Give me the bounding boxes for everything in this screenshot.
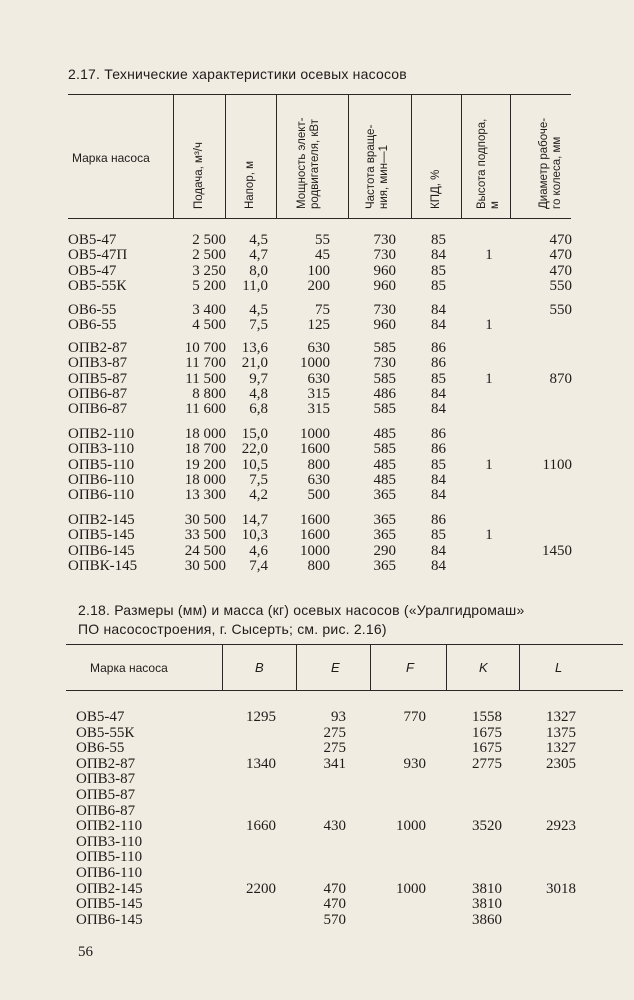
cell-K: 2775 — [472, 755, 502, 772]
row-head: 7,5 — [249, 317, 268, 334]
row-pump-mark: ОПВ6-145 — [76, 911, 143, 928]
cell-E: 570 — [323, 911, 346, 928]
row-efficiency: 84 — [431, 557, 446, 574]
header-power-line2: родвигателя, кВт — [309, 119, 321, 209]
row-flow: 11 500 — [185, 370, 226, 387]
row-flow: 11 700 — [185, 355, 226, 372]
row-flow: 13 300 — [184, 487, 226, 504]
row-head: 7,4 — [249, 557, 268, 574]
header-speed-line1: Частота враще- — [365, 124, 377, 209]
header-pump-mark: Марка насоса — [72, 151, 150, 165]
row-pump-mark: ОПВ6-110 — [68, 471, 135, 488]
table-1-col-divider — [461, 95, 462, 218]
table-1-col-divider — [348, 95, 349, 218]
row-head: 13,6 — [241, 340, 268, 356]
row-pump-mark: ОВ5-47 — [76, 709, 125, 725]
header-impeller-diameter — [538, 118, 564, 209]
row-efficiency: 84 — [431, 471, 446, 488]
row-flow: 2 500 — [192, 232, 226, 248]
row-pump-mark: ОПВ2-110 — [76, 818, 143, 835]
row-efficiency: 85 — [431, 527, 446, 544]
row-flow: 10 700 — [184, 340, 226, 356]
row-pump-mark: ОПВ6-87 — [76, 802, 136, 819]
cell-L: 2923 — [546, 818, 576, 835]
cell-K: 3520 — [472, 818, 502, 835]
row-pump-mark: ОПВК-145 — [68, 557, 138, 574]
table-1-col-divider — [173, 95, 174, 218]
row-pump-mark: ОПВ5-110 — [68, 456, 135, 473]
row-efficiency: 84 — [431, 385, 446, 402]
row-head: 6,8 — [249, 401, 268, 418]
row-speed: 585 — [373, 401, 396, 418]
row-power: 630 — [307, 370, 330, 387]
table-2-col-divider — [519, 645, 520, 690]
table-2-col-divider — [222, 645, 223, 690]
row-pump-mark: ОПВ3-87 — [68, 355, 128, 372]
row-head: 22,0 — [241, 441, 268, 458]
row-head: 4,5 — [249, 302, 268, 318]
header-diameter-line1: Диаметр рабоче- — [538, 117, 550, 209]
row-head: 10,3 — [241, 527, 268, 544]
row-pump-mark: ОПВ2-145 — [76, 880, 143, 897]
t2-header-K: K — [479, 660, 488, 675]
row-head: 8,0 — [249, 262, 268, 279]
row-efficiency: 85 — [431, 232, 446, 248]
cell-K: 1558 — [472, 709, 502, 725]
table-2-col-divider — [370, 645, 371, 690]
row-pump-mark: ОПВ5-87 — [76, 787, 136, 803]
row-impeller-diameter: 470 — [549, 262, 572, 279]
row-power: 800 — [307, 557, 330, 574]
row-power: 1600 — [300, 512, 330, 528]
row-impeller-diameter: 470 — [549, 232, 572, 248]
cell-K: 3810 — [472, 880, 502, 897]
row-head: 4,6 — [249, 542, 268, 559]
row-flow: 24 500 — [184, 542, 226, 559]
row-power: 55 — [315, 232, 330, 248]
row-power: 75 — [315, 302, 330, 318]
t2-header-E: E — [331, 660, 340, 675]
row-efficiency: 86 — [431, 355, 446, 372]
row-head: 15,0 — [241, 426, 268, 442]
row-pump-mark: ОПВ2-87 — [76, 755, 136, 772]
t2-header-L: L — [555, 660, 563, 675]
table-1-col-divider — [411, 95, 412, 218]
row-power: 1000 — [300, 355, 330, 372]
row-flow: 18 000 — [184, 426, 226, 442]
row-pump-mark: ОПВ2-87 — [68, 340, 128, 356]
row-pump-mark: ОПВ5-87 — [68, 370, 128, 387]
row-flow: 18 700 — [184, 441, 226, 458]
row-lift-height: 1 — [485, 317, 493, 334]
row-pump-mark: ОПВ2-110 — [68, 426, 135, 442]
table-2-header-rule — [66, 690, 623, 691]
row-efficiency: 84 — [431, 401, 446, 418]
row-head: 7,5 — [249, 471, 268, 488]
header-speed — [365, 125, 391, 209]
table-2-col-divider — [446, 645, 447, 690]
row-flow: 30 500 — [184, 512, 226, 528]
t2-header-B: B — [255, 660, 264, 675]
cell-E: 470 — [323, 896, 346, 913]
row-speed: 365 — [373, 557, 396, 574]
row-power: 315 — [307, 385, 330, 402]
cell-L: 1327 — [546, 709, 576, 725]
cell-L: 1375 — [546, 724, 576, 741]
row-speed: 730 — [373, 355, 396, 372]
header-power-line1: Мощность элект- — [296, 117, 308, 209]
row-flow: 4 500 — [192, 317, 226, 334]
row-pump-mark: ОВ6-55 — [68, 317, 117, 334]
row-speed: 960 — [373, 317, 396, 334]
table-1-col-divider — [276, 95, 277, 218]
row-head: 21,0 — [241, 355, 268, 372]
cell-E: 470 — [323, 880, 346, 897]
row-power: 800 — [307, 456, 330, 473]
cell-B: 1340 — [246, 755, 276, 772]
row-efficiency: 86 — [431, 426, 446, 442]
page-number: 56 — [78, 944, 93, 960]
row-power: 1000 — [300, 426, 330, 442]
row-speed: 365 — [373, 487, 396, 504]
row-pump-mark: ОПВ6-87 — [68, 401, 128, 418]
row-speed: 365 — [373, 527, 396, 544]
row-power: 100 — [307, 262, 330, 279]
t2-header-F: F — [406, 660, 414, 675]
cell-E: 93 — [331, 709, 346, 725]
table-1-col-divider — [225, 95, 226, 218]
row-power: 125 — [307, 317, 330, 334]
row-speed: 730 — [373, 247, 396, 264]
row-efficiency: 86 — [431, 340, 446, 356]
header-lift-line2: м — [489, 201, 501, 209]
cell-F: 1000 — [396, 818, 426, 835]
row-power: 315 — [307, 401, 330, 418]
cell-B: 1295 — [246, 709, 276, 725]
cell-B: 1660 — [246, 818, 276, 835]
table-1-top-rule — [68, 94, 571, 95]
row-efficiency: 86 — [431, 441, 446, 458]
row-flow: 3 250 — [192, 262, 226, 279]
row-pump-mark: ОПВ6-110 — [76, 865, 143, 881]
cell-L: 3018 — [546, 880, 576, 897]
row-speed: 290 — [373, 542, 396, 559]
cell-K: 1675 — [472, 740, 502, 757]
cell-E: 275 — [323, 740, 346, 757]
row-speed: 730 — [373, 232, 396, 248]
row-pump-mark: ОВ5-47 — [68, 232, 117, 248]
table-2-top-rule — [66, 644, 623, 645]
row-speed: 585 — [373, 441, 396, 458]
row-speed: 486 — [373, 385, 396, 402]
header-lift-line1: Высота подпора, — [476, 118, 488, 209]
row-speed: 730 — [373, 302, 396, 318]
row-efficiency: 85 — [431, 456, 446, 473]
header-speed-line2: ния, мин—1 — [378, 145, 390, 209]
row-head: 11,0 — [242, 277, 268, 294]
row-impeller-diameter: 1100 — [542, 456, 572, 473]
row-head: 4,8 — [249, 385, 268, 402]
row-head: 4,5 — [249, 232, 268, 248]
row-speed: 585 — [373, 340, 396, 356]
row-efficiency: 84 — [431, 542, 446, 559]
row-impeller-diameter: 870 — [549, 370, 572, 387]
row-pump-mark: ОВ5-47 — [68, 262, 117, 279]
row-pump-mark: ОПВ3-87 — [76, 771, 136, 788]
row-flow: 19 200 — [184, 456, 226, 473]
cell-L: 1327 — [546, 740, 576, 757]
table-2-col-divider — [296, 645, 297, 690]
row-pump-mark: ОВ5-55К — [76, 724, 135, 741]
cell-F: 770 — [403, 709, 426, 725]
row-speed: 485 — [373, 471, 396, 488]
row-flow: 33 500 — [184, 527, 226, 544]
row-speed: 485 — [373, 456, 396, 473]
row-flow: 30 500 — [184, 557, 226, 574]
cell-B: 2200 — [246, 880, 276, 897]
row-efficiency: 84 — [431, 302, 446, 318]
row-efficiency: 84 — [431, 247, 446, 264]
row-impeller-diameter: 550 — [549, 277, 572, 294]
cell-K: 1675 — [472, 724, 502, 741]
row-pump-mark: ОПВ5-110 — [76, 849, 143, 866]
row-speed: 585 — [373, 370, 396, 387]
row-efficiency: 84 — [431, 317, 446, 334]
cell-E: 341 — [323, 755, 346, 772]
row-pump-mark: ОВ5-47П — [68, 247, 128, 264]
row-pump-mark: ОПВ6-145 — [68, 542, 135, 559]
cell-E: 430 — [323, 818, 346, 835]
row-power: 500 — [307, 487, 330, 504]
row-power: 1600 — [300, 527, 330, 544]
row-speed: 960 — [373, 277, 396, 294]
table-2-18-title — [78, 601, 524, 639]
row-speed: 365 — [373, 512, 396, 528]
cell-E: 275 — [323, 724, 346, 741]
row-power: 200 — [307, 277, 330, 294]
row-efficiency: 85 — [431, 262, 446, 279]
cell-K: 3810 — [472, 896, 502, 913]
row-efficiency: 84 — [431, 487, 446, 504]
row-pump-mark: ОВ5-55К — [68, 277, 127, 294]
row-pump-mark: ОПВ6-87 — [68, 385, 128, 402]
row-power: 630 — [307, 471, 330, 488]
row-power: 1000 — [300, 542, 330, 559]
row-pump-mark: ОВ6-55 — [68, 302, 117, 318]
row-power: 630 — [307, 340, 330, 356]
row-lift-height: 1 — [485, 456, 493, 473]
table-1-col-divider — [510, 95, 511, 218]
row-lift-height: 1 — [485, 527, 493, 544]
row-flow: 18 000 — [184, 471, 226, 488]
row-power: 45 — [315, 247, 330, 264]
row-power: 1600 — [300, 441, 330, 458]
row-speed: 960 — [373, 262, 396, 279]
header-flow: Подача, м³/ч — [193, 142, 205, 209]
header-diameter-line2: го колеса, мм — [551, 136, 563, 209]
cell-F: 1000 — [396, 880, 426, 897]
header-lift — [476, 119, 502, 209]
row-flow: 8 800 — [192, 385, 226, 402]
row-pump-mark: ОПВ6-110 — [68, 487, 135, 504]
row-flow: 5 200 — [192, 277, 226, 294]
row-pump-mark: ОПВ5-145 — [76, 896, 143, 913]
table-2-17-title: 2.17. Технические характеристики осевых насосов — [68, 66, 407, 82]
header-power — [296, 118, 322, 210]
table-2-18-title-line1: 2.18. Размеры (мм) и масса (кг) осевых насосов («Уралгидромаш» — [78, 602, 525, 618]
t2-header-pump-mark: Марка насоса — [90, 661, 168, 675]
row-lift-height: 1 — [485, 370, 493, 387]
row-speed: 485 — [373, 426, 396, 442]
row-head: 10,5 — [241, 456, 268, 473]
row-flow: 2 500 — [192, 247, 226, 264]
cell-K: 3860 — [472, 911, 502, 928]
row-head: 14,7 — [241, 512, 268, 528]
row-head: 9,7 — [249, 370, 268, 387]
row-head: 4,2 — [249, 487, 268, 504]
row-flow: 3 400 — [192, 302, 226, 318]
cell-L: 2305 — [546, 755, 576, 772]
row-pump-mark: ОПВ3-110 — [76, 833, 143, 850]
table-2-18-title-line2: ПО насосостроения, г. Сысерть; см. рис. 2.16) — [78, 621, 387, 637]
row-impeller-diameter: 470 — [549, 247, 572, 264]
table-1-header-rule — [68, 218, 571, 219]
row-head: 4,7 — [249, 247, 268, 264]
row-impeller-diameter: 550 — [549, 302, 572, 318]
row-impeller-diameter: 1450 — [542, 542, 572, 559]
row-efficiency: 85 — [431, 370, 446, 387]
row-efficiency: 86 — [431, 512, 446, 528]
row-pump-mark: ОПВ2-145 — [68, 512, 135, 528]
row-lift-height: 1 — [485, 247, 493, 264]
header-efficiency: КПД, % — [430, 169, 442, 209]
cell-F: 930 — [403, 755, 426, 772]
row-pump-mark: ОПВ3-110 — [68, 441, 135, 458]
row-pump-mark: ОПВ5-145 — [68, 527, 135, 544]
row-pump-mark: ОВ6-55 — [76, 740, 125, 757]
header-head: Напор, м — [244, 160, 256, 209]
row-efficiency: 85 — [431, 277, 446, 294]
row-flow: 11 600 — [185, 401, 226, 418]
